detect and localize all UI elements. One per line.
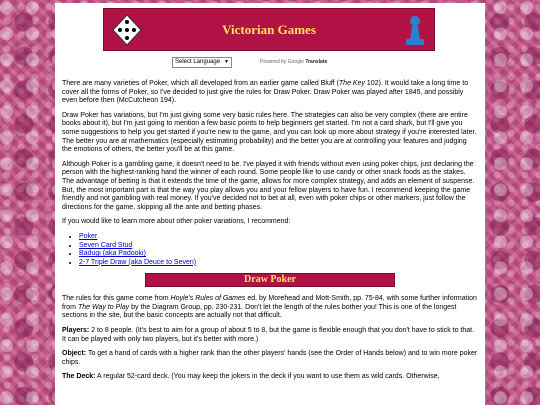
pawn-icon [404, 15, 426, 47]
site-banner [103, 8, 435, 51]
intro-paragraph: If you would like to learn more about other poker variations, I recommend: [62, 218, 291, 226]
link-triple-draw[interactable]: 2-7 Triple Draw (aka Deuce to Seven) [79, 258, 197, 266]
page-content-area [55, 3, 485, 405]
article-body [62, 80, 478, 388]
intro-paragraph: There are many varieties of Poker, which all developed from an earlier game called Bluff (The Key 102). It would take a long time to cover all the forms of Poker, so I've decided to just give the rules for Draw Poker. Draw Poker was played after 1845, and possibly even before then (McCutcheon 194). [62, 80, 469, 105]
intro-paragraph: Although Poker is a gambling game, it doesn't need to be. I've played it with friends without even using poker chips, just declaring the person with the highest-ranking hand the winner of each round. Some people like to use candy or other snack foods as the stakes. The advantage of betting is that it extends the time of the game, allows for more complex strategy, and adds an element of suspense. But, the most important part is that the way you play allows you and your fellow players to have fun. I recommend keeping the game friendly and not gambling with real money. If you've decided not to bet at all, even with poker chips or other markers, just follow the directions for the game, skipping all the ante and betting phases. [62, 160, 475, 211]
variations-list [62, 233, 478, 267]
google-translate-widget [172, 56, 327, 68]
language-select-value: Select Language [175, 59, 221, 65]
chevron-down-icon: ▼ [224, 59, 229, 65]
language-select[interactable] [172, 57, 232, 68]
powered-prefix: Powered by [260, 59, 287, 65]
players-paragraph: Players: 2 to 8 people. (It's best to aim for a group of about 5 to 8, but the game is flexible enough that you don't have to stick to that. It can be played with only two players, but it's better with more.) [62, 327, 475, 343]
list-item [79, 259, 478, 268]
link-seven-card-stud[interactable]: Seven Card Stud [79, 241, 133, 249]
deck-paragraph: The Deck: A regular 52-card deck. (You may keep the jokers in the deck if you want to use them as wild cards. Otherwise, [62, 373, 440, 381]
list-item [79, 233, 478, 242]
rules-intro-paragraph: The rules for this game come from Hoyle's Rules of Games ed. by Morehead and Mott-Smith, pp. 75-84, with some further information from The Way to Play by the Diagram Group, pp. 230-231. Don't let the length of the rules bother you! This is one of the longest sections in the site, but the basic concepts are actually not that difficult. [62, 295, 477, 320]
object-paragraph: Object: To get a hand of cards with a higher rank than the other players' hands (see the Order of Hands below) and to win more poker chips. [62, 350, 478, 366]
powered-by-google[interactable] [260, 59, 327, 65]
translate-link[interactable]: Translate [305, 59, 328, 65]
link-poker[interactable]: Poker [79, 232, 98, 240]
site-title: Victorian Games [222, 22, 316, 37]
google-logo-text: Google [287, 59, 304, 65]
intro-paragraph: Draw Poker has variations, but I'm just giving some very basic rules here. The strategies can also be very complex (there are entire books about it), but I'm just going to mention a few basic points to help beginners get started. I'm not a card shark, but I'll give you some suggestions to help you get started if you're new to the game, and you can look up more about strategy if you're interested later. The better you are at mathematics (especially estimating probability) and the better you are at controlling your features and judging the emotions of others, the better you'll be at this game. [62, 111, 477, 154]
list-item [79, 242, 478, 251]
section-heading-draw-poker: Draw Poker [145, 273, 395, 287]
link-badugi[interactable]: Badugi (aka Padooki) [79, 250, 146, 258]
list-item [79, 250, 478, 259]
